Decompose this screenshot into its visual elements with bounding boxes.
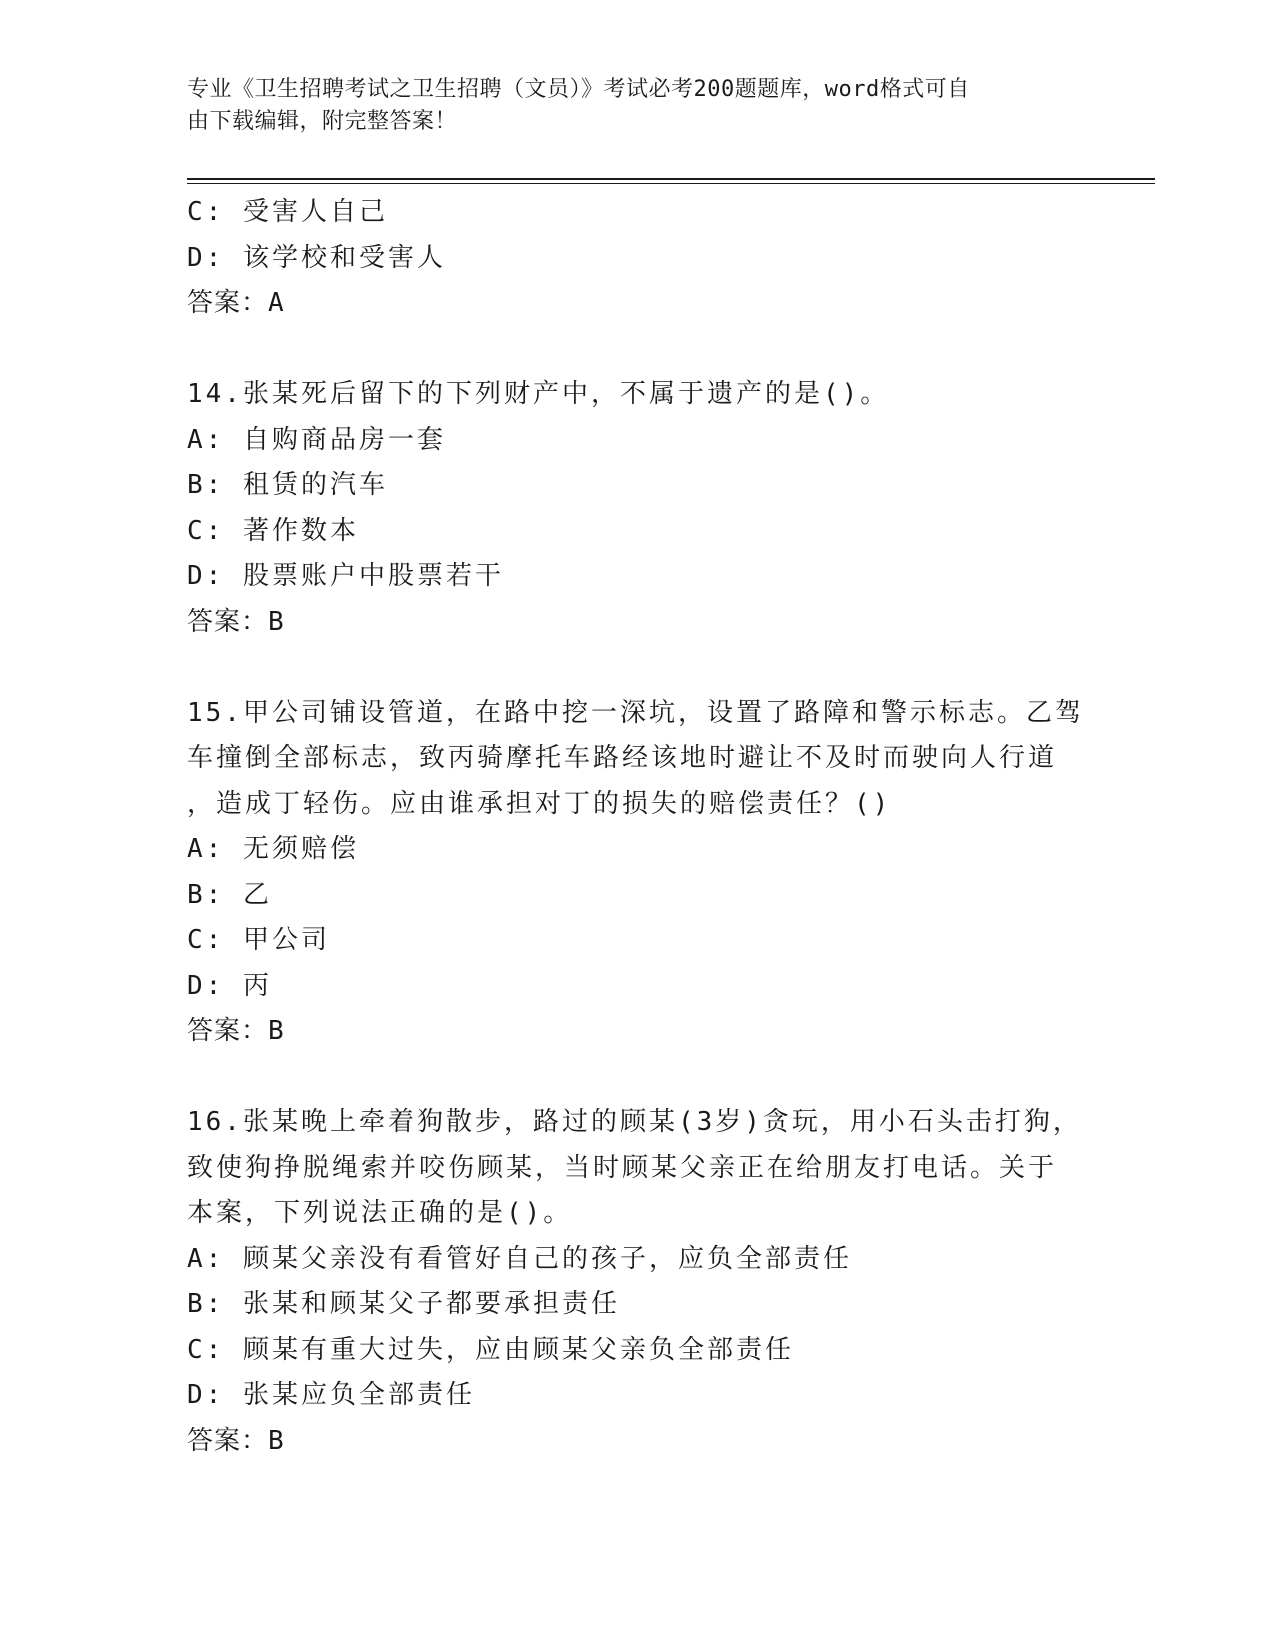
option-d: D: 丙 [187, 970, 272, 1001]
question-stem [187, 691, 1087, 828]
stem-line: 15.甲公司铺设管道，在路中挖一深坑，设置了路障和警示标志。乙驾 [187, 697, 1084, 728]
option-a: A: 顾某父亲没有看管好自己的孩子，应负全部责任 [187, 1243, 852, 1274]
spacer [187, 327, 1087, 373]
question-13-continued [187, 190, 1087, 327]
stem-line: 本案，下列说法正确的是()。 [187, 1198, 573, 1228]
answer-line: 答案：B [187, 1425, 285, 1456]
option-a: A: 无须赔偿 [187, 834, 359, 864]
header-rule-thick [187, 178, 1155, 180]
answer-line: 答案：B [187, 606, 285, 637]
stem-line: 车撞倒全部标志，致丙骑摩托车路经该地时避让不及时而驶向人行道 [187, 743, 1058, 773]
answer-line: 答案：B [187, 1016, 285, 1046]
header-line-2: 由下载编辑，附完整答案！ [187, 109, 458, 134]
question-list [187, 190, 1087, 1464]
page-header [187, 74, 1067, 138]
option-c: C: 顾某有重大过失，应由顾某父亲负全部责任 [187, 1334, 794, 1365]
option-d: D: 该学校和受害人 [187, 242, 446, 273]
option-b: B: 张某和顾某父子都要承担责任 [187, 1289, 620, 1319]
question-stem [187, 1100, 1087, 1237]
header-rule-thin [187, 183, 1155, 184]
question-16 [187, 1100, 1087, 1464]
question-14 [187, 372, 1087, 645]
question-15 [187, 691, 1087, 1055]
stem-line: 14.张某死后留下的下列财产中，不属于遗产的是()。 [187, 379, 890, 409]
spacer [187, 1055, 1087, 1101]
option-d: D: 股票账户中股票若干 [187, 561, 504, 591]
option-c: C: 甲公司 [187, 925, 330, 955]
option-b: B: 乙 [187, 879, 272, 910]
stem-line: 致使狗挣脱绳索并咬伤顾某，当时顾某父亲正在给朋友打电话。关于 [187, 1152, 1058, 1183]
stem-line: 16.张某晚上牵着狗散步，路过的顾某(3岁)贪玩，用小石头击打狗， [187, 1107, 1082, 1137]
spacer [187, 645, 1087, 691]
option-c: C: 受害人自己 [187, 197, 388, 227]
option-a: A: 自购商品房一套 [187, 424, 446, 455]
option-d: D: 张某应负全部责任 [187, 1380, 475, 1410]
answer-line: 答案：A [187, 288, 285, 318]
option-c: C: 著作数本 [187, 515, 359, 546]
header-line-1: 专业《卫生招聘考试之卫生招聘（文员）》考试必考200题题库，word格式可自 [187, 77, 970, 102]
stem-line: ，造成丁轻伤。应由谁承担对丁的损失的赔偿责任？() [187, 788, 892, 819]
question-stem [187, 372, 1087, 418]
option-b: B: 租赁的汽车 [187, 470, 388, 500]
